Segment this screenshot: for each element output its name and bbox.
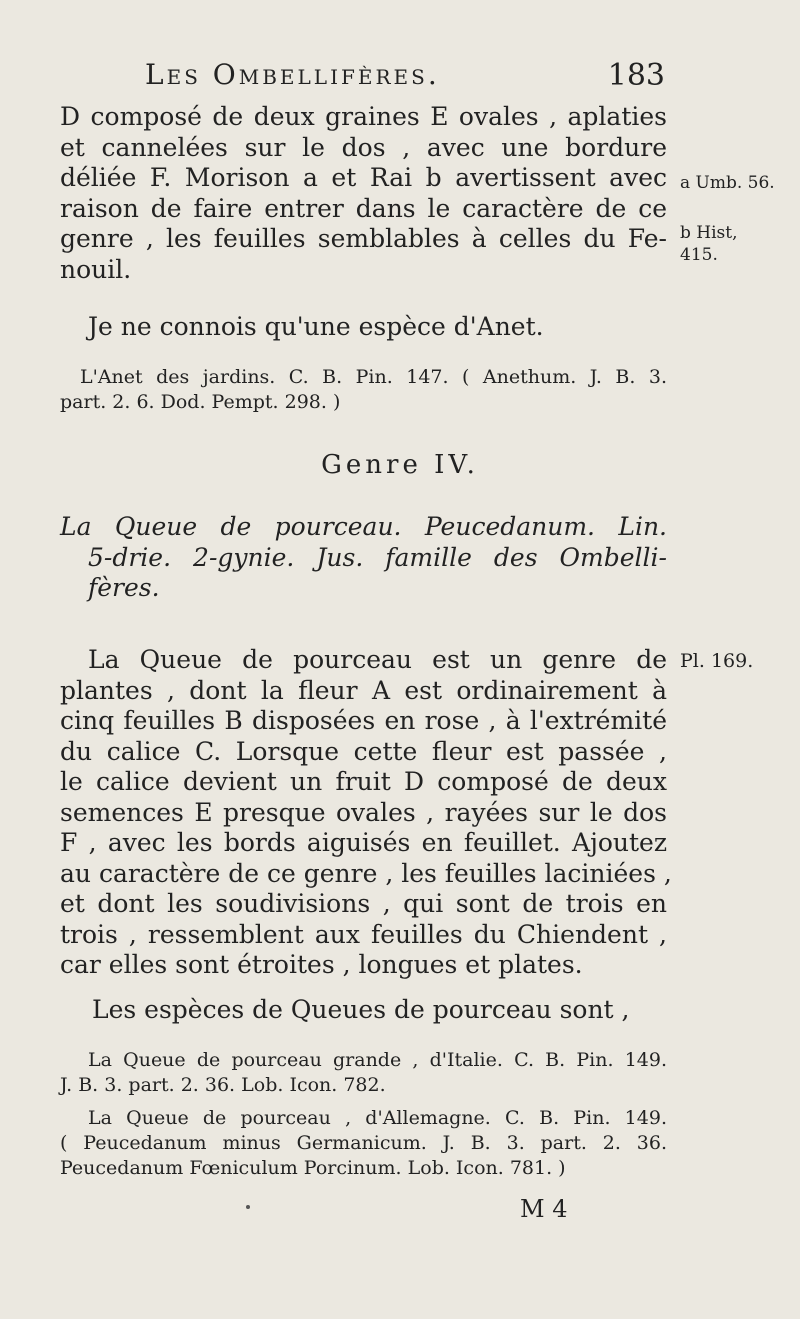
- text-line: Les espèces de Queues de pourceau sont ,: [92, 995, 630, 1024]
- reference-line: part. 2. 6. Dod. Pempt. 298. ): [60, 391, 341, 413]
- printer-dot: [246, 1205, 250, 1209]
- page-number: 183: [607, 58, 665, 93]
- text-line: et cannelées sur le dos , avec une bordure: [60, 132, 667, 162]
- paragraph-species-intro: [92, 995, 667, 1026]
- text-line: du calice C. Lorsque cette fleur est passée ,: [60, 736, 667, 766]
- margin-note-b: b Hist, 415.: [680, 223, 738, 265]
- margin-note-a: a Umb. 56.: [680, 173, 775, 193]
- species-line: La Queue de pourceau grande , d'Italie. C. B. Pin. 149.: [88, 1049, 667, 1071]
- text-line: La Queue de pourceau est un genre de: [88, 645, 667, 674]
- text-line: trois , ressemblent aux feuilles du Chiendent ,: [60, 919, 667, 949]
- species-line: ( Peucedanum minus Germanicum. J. B. 3. part. 2. 36.: [60, 1132, 667, 1154]
- paragraph-queue-description: [60, 645, 672, 981]
- species-line: La Queue de pourceau , d'Allemagne. C. B. Pin. 149.: [88, 1107, 667, 1129]
- text-line: plantes , dont la fleur A est ordinairement à: [60, 675, 667, 705]
- text-line: déliée F. Morison a et Rai b avertissent avec: [60, 163, 667, 192]
- text-line: fères.: [88, 573, 160, 602]
- text-line: 5-drie. 2-gynie. Jus. famille des Ombelli-: [88, 542, 667, 572]
- species-line: Peucedanum Fœniculum Porcinum. Lob. Icon. 781. ): [60, 1157, 566, 1179]
- text-line: Je ne connois qu'une espèce d'Anet.: [88, 312, 544, 341]
- running-title: Les Ombellifères.: [145, 58, 440, 91]
- margin-note-plate: Pl. 169.: [680, 650, 754, 672]
- text-line: F , avec les bords aiguisés en feuillet. Ajoutez: [60, 828, 667, 857]
- species-list: [60, 1048, 667, 1181]
- anet-reference: [60, 365, 667, 415]
- text-line: et dont les soudivisions , qui sont de trois en: [60, 889, 667, 918]
- text-line: D composé de deux graines E ovales , aplaties: [60, 102, 667, 131]
- genre-title: [60, 512, 667, 604]
- genre-heading: Genre IV.: [321, 450, 479, 480]
- text-line: nouil.: [60, 254, 132, 284]
- text-line: La Queue de pourceau. Peucedanum. Lin.: [60, 512, 667, 541]
- paragraph-anet-description: [60, 102, 667, 285]
- text-line: car elles sont étroites , longues et plates.: [60, 950, 583, 979]
- paragraph-one-species: [88, 312, 695, 343]
- reference-line: L'Anet des jardins. C. B. Pin. 147. ( Anethum. J. B. 3.: [80, 366, 667, 388]
- text-line: raison de faire entrer dans le caractère de ce: [60, 193, 667, 223]
- page-header: [145, 58, 665, 98]
- text-line: au caractère de ce genre , les feuilles laciniées ,: [60, 858, 672, 888]
- species-line: J. B. 3. part. 2. 36. Lob. Icon. 782.: [60, 1074, 386, 1096]
- text-line: cinq feuilles B disposées en rose , à l'extrémité: [60, 706, 667, 735]
- text-line: semences E presque ovales , rayées sur le dos: [60, 797, 667, 827]
- text-line: le calice devient un fruit D composé de deux: [60, 767, 667, 796]
- text-line: genre , les feuilles semblables à celles du Fe-: [60, 224, 667, 253]
- signature-mark: M 4: [520, 1195, 568, 1223]
